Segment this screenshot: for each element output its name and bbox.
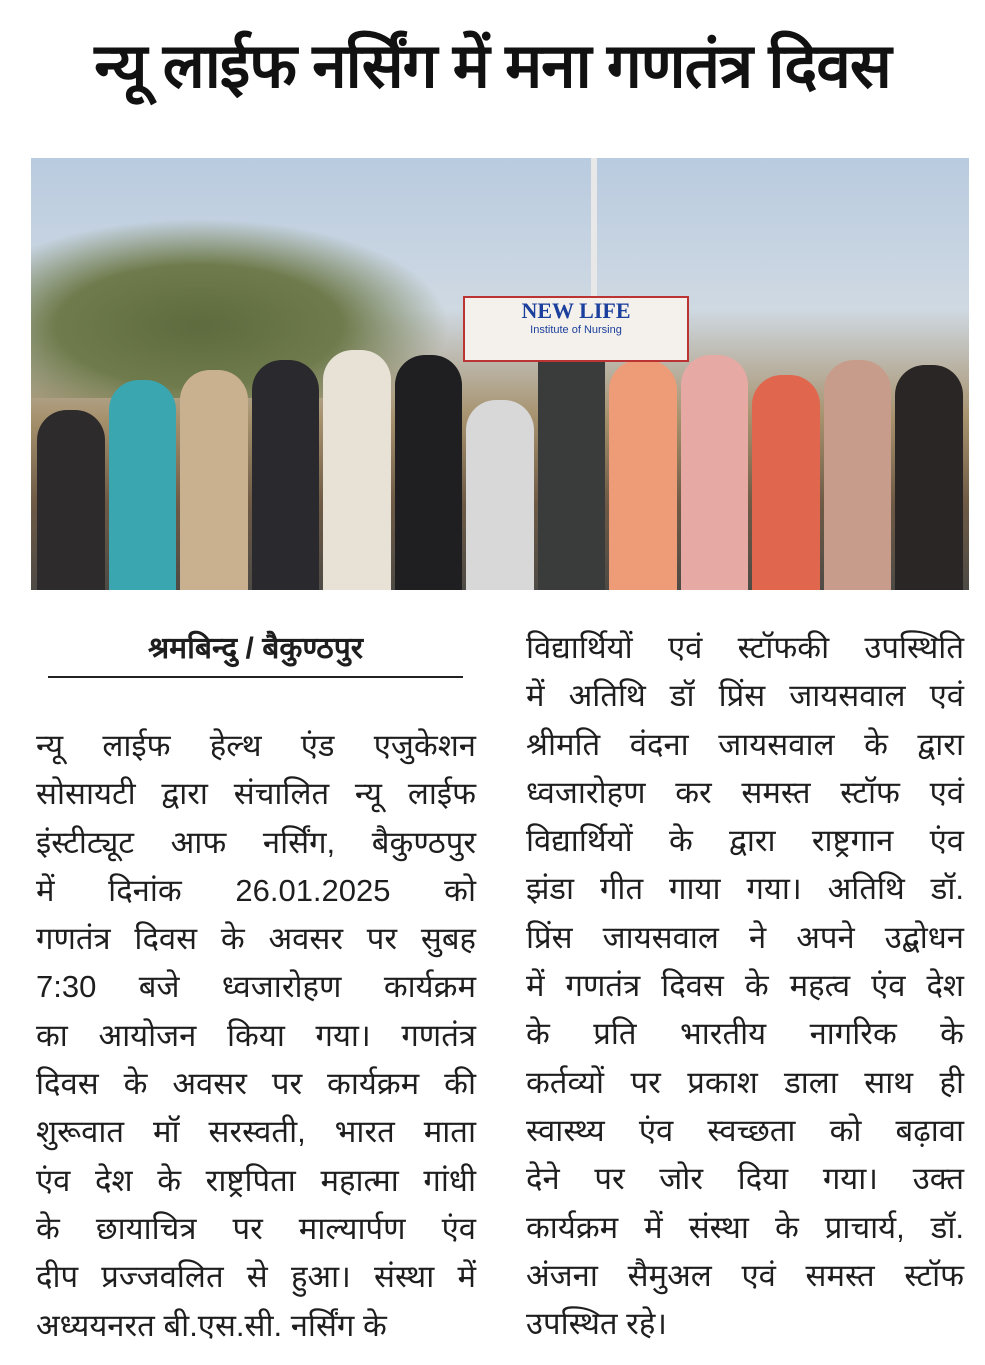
article-line: कार्यक्रम में संस्था के प्राचार्य, डॉ. [526, 1209, 964, 1245]
person [395, 355, 463, 590]
article-line: स्वास्थ्य एंव स्वच्छता को बढ़ावा [526, 1112, 964, 1148]
article-line: गणतंत्र दिवस के अवसर पर सुबह [36, 921, 476, 957]
person [323, 350, 391, 590]
article-line: दिवस के अवसर पर कार्यक्रम की [36, 1066, 476, 1102]
person [609, 360, 677, 590]
person [180, 370, 248, 590]
article-line: ध्वजारोहण कर समस्त स्टॉफ एवं [526, 774, 964, 810]
article-line: का आयोजन किया गया। गणतंत्र [36, 1017, 476, 1053]
person [252, 360, 320, 590]
person [538, 330, 606, 590]
banner-subtitle: Institute of Nursing [530, 324, 622, 336]
person [466, 400, 534, 590]
article-column-left [36, 722, 476, 1350]
article-line: उपस्थित रहे। [526, 1306, 668, 1342]
article-line: अंजना सैमुअल एवं समस्त स्टॉफ [526, 1257, 964, 1293]
article-line: के छायाचित्र पर माल्यार्पण एंव [36, 1210, 476, 1246]
article-line: श्रीमति वंदना जायसवाल के द्वारा [526, 726, 964, 762]
person [752, 375, 820, 590]
article-line: दीप प्रज्जवलित से हुआ। संस्था में [36, 1259, 476, 1295]
person [109, 380, 177, 590]
article-line: प्रिंस जायसवाल ने अपने उद्बोधन [526, 919, 964, 955]
article-line: अध्ययनरत बी.एस.सी. नर्सिंग के [36, 1307, 387, 1343]
article-line: में दिनांक 26.01.2025 को [36, 872, 476, 908]
person [824, 360, 892, 590]
headline: न्यू लाईफ नर्सिंग में मना गणतंत्र दिवस [94, 32, 891, 101]
article-line: इंस्टीट्यूट आफ नर्सिंग, बैकुण्ठपुर [36, 824, 476, 860]
article-line: विद्यार्थियों के द्वारा राष्ट्रगान एंव [526, 823, 964, 859]
article-line: 7:30 बजे ध्वजारोहण कार्यक्रम [36, 969, 476, 1005]
article-line: सोसायटी द्वारा संचालित न्यू लाईफ [36, 776, 476, 812]
article-line: के प्रति भारतीय नागरिक के [526, 1016, 964, 1052]
article-line: कर्तव्यों पर प्रकाश डाला साथ ही [526, 1064, 964, 1100]
article-line: एंव देश के राष्ट्रपिता महात्मा गांधी [36, 1162, 476, 1198]
article-column-right [526, 624, 964, 1348]
article-line: में गणतंत्र दिवस के महत्व एंव देश [526, 968, 964, 1004]
byline: श्रमबिन्दु / बैकुण्ठपुर [147, 632, 364, 665]
article-line: विद्यार्थियों एवं स्टॉफकी उपस्थिति [526, 630, 964, 665]
article-line: झंडा गीत गाया गया। अतिथि डॉ. [526, 871, 964, 907]
person [681, 355, 749, 590]
article-line: न्यू लाईफ हेल्थ एंड एजुकेशन [36, 728, 476, 763]
article-line: में अतिथि डॉ प्रिंस जायसवाल एवं [526, 678, 964, 714]
byline-divider [48, 676, 463, 678]
person [37, 410, 105, 590]
event-photo [31, 158, 969, 590]
article-line: देने पर जोर दिया गया। उक्त [526, 1161, 964, 1197]
person [895, 365, 963, 590]
banner-title: NEW LIFE [521, 298, 631, 323]
article-line: शुरूवात मॉ सरस्वती, भारत माता [36, 1114, 476, 1150]
group-of-people [31, 330, 969, 590]
institute-banner [463, 296, 689, 362]
